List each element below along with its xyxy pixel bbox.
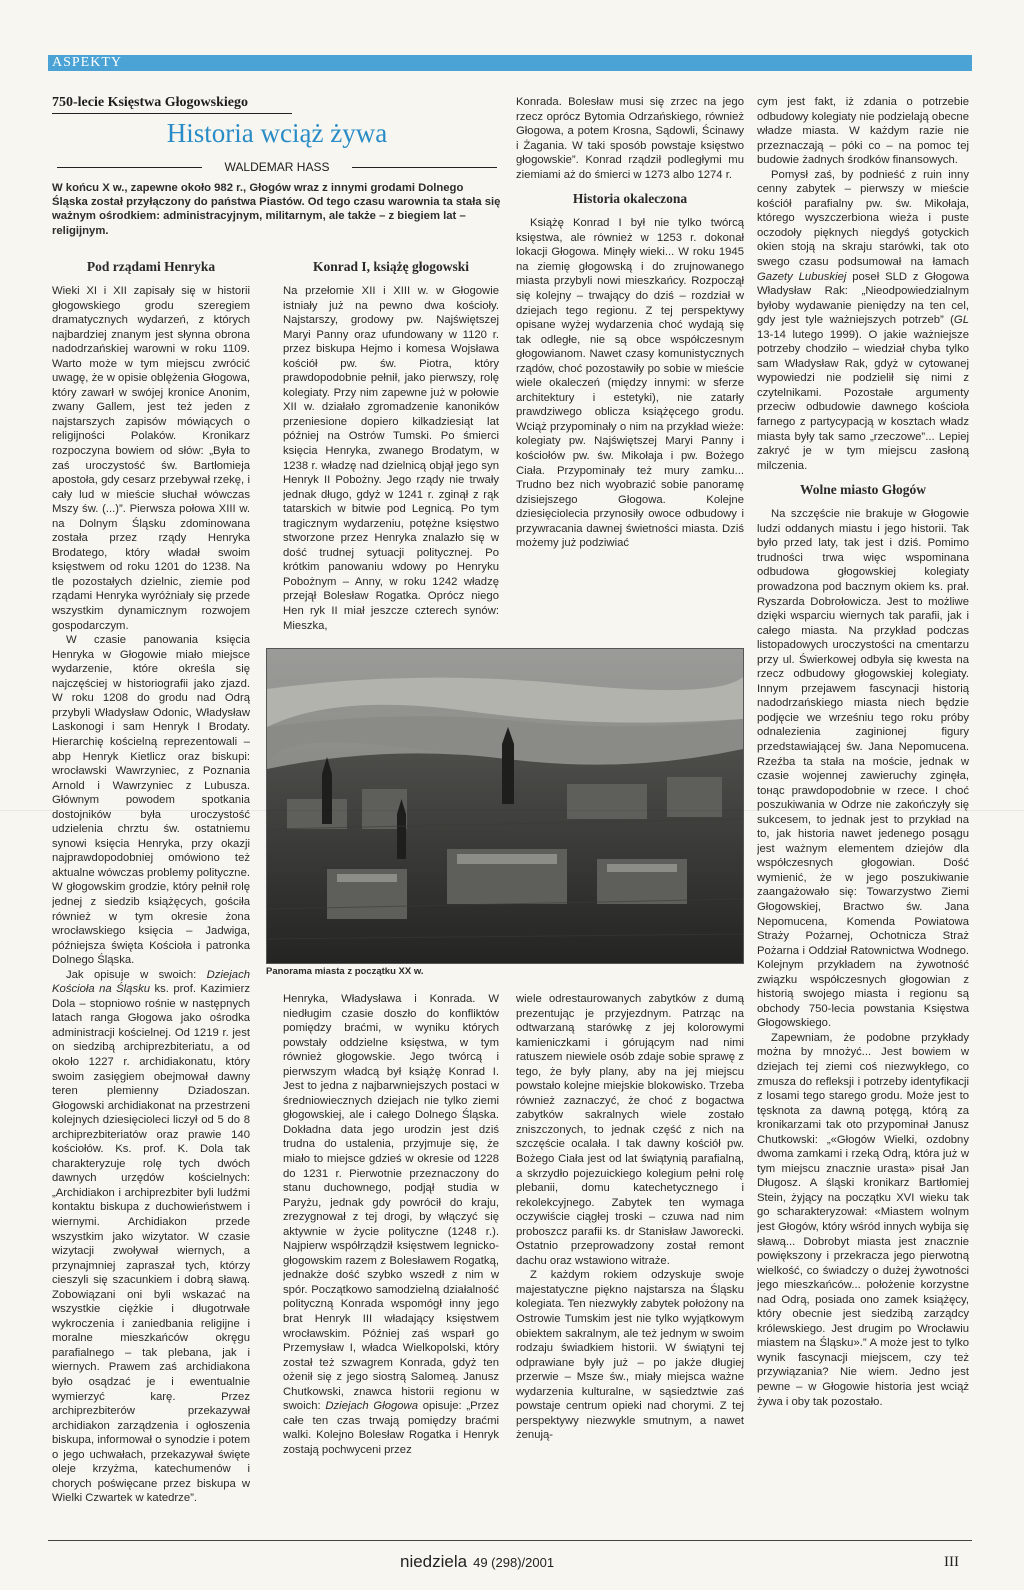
book-title-dzieje-glogowa: Dziejach Głogowa xyxy=(325,1400,418,1413)
panorama-image xyxy=(267,649,743,963)
col4-paragraph-1: cym jest fakt, iż zdania o potrzebie odbudowy kolegiaty nie podzielają obecne władze miasta. W każdym razie nie przeznaczają – póki co – na pomoc tej budowie żadnych środków finansowych. xyxy=(757,96,969,167)
col3b-paragraph-1: wiele odrestaurowanych zabytków z dumą prezentując je przyjezdnym. Patrząc na odtwarzaną starówkę z jej kolorowymi kamieniczkami i górującym nad nimi ratuszem niewiele osób zdaje sobie sprawę z tego, że były plany, aby na jej miejscu powstało kolejne miejskie blokowisko. Trzeba również zaznaczyć, że choć z bogactwa zabytków sakralnych wiele zostało zniszczonych, to jednak część z nich na szczęście ocalała. I tak dawny kościół pw. Bożego Ciała jest od lat świątynią parafialną, a skrzydło pojezuickiego kolegium pełni rolę plebanii, domu katechetycznego i rekolekcyjnego. Zabytek ten wymaga oczywiście ciągłej troski – czuwa nad nim proboszcz parafii ks. dr Stanisław Jaworecki. Ostatnio przeprowadzony został remont dachu oraz wstawiono witraże. xyxy=(516,993,744,1267)
col4-paragraph-4: Zapewniam, że podobne przykłady można by mnożyć... Jest bowiem w dziejach tej ziemi coś niezwykłego, co zmusza do refleksji i potrzeby identyfikacji z losami tego starego grodu. Może jest to tęsknota za dawną potęgą, którą za kronikarzami tak oto przypominał Janusz Chutkowski: „«Głogów Wielki, ozdobny dwoma zamkami i rzeką Odrą, która już w tym miejscu znacznie urasta» pisał Jan Długosz. A śląski kronikarz Bartłomiej Stein, żyjący na początku XVI wieku tak go scharakteryzował: «Miastem wolnym jest Głogów, który wśród innych wybija się sławą... Dobrobyt miasta jest znacznie powiększony i przekracza jego pierwotną wielkość, co świadczy o dużej żywotności jego mieszkańców... położenie korzystne nad Odrą, posiada ono zamek książęcy, który obecnie jest siedzibą zarządcy królewskiego. Jest drugim po Wrocławiu miastem na Śląsku».” A może jest to tylko wynik fascynacji miejscem, czy też przywiązania? Nie wiem. Jedno jest pewne – w Głogowie historia jest wciąż żywa i oby tak pozostało. xyxy=(757,1031,969,1408)
page-number: III xyxy=(944,1554,959,1570)
column-2-top xyxy=(283,256,499,646)
col1-paragraph-2: W czasie panowania księcia Henryka w Głogowie miało miejsce wydarzenie, które określa się najczęściej w historiografii jako zjazd. W roku 1208 do grodu nad Odrą przybyli Władysław Odonic, Władysław Laskonogi i sam Henryk I Brodaty. Hierarchię kościelną reprezentowali – abp Henryk Kietlicz oraz biskupi: wrocławski Wawrzyniec, z Poznania Arnold i Wawrzyniec z Lubusza. Głównym powodem spotkania dostojników była uroczystość udzielenia chrztu św. ostatniemu synowi księcia Henryka, przy okazji najprawdopodobniej omówiono też aktualne wówczas problemy polityczne. W głogowskim grodzie, który pełnił rolę jednej z siedzib książęcych, gościła również w tym okresie żona wrocławskiego księcia – Jadwiga, późniejsza święta Kościoła i patronka Dolnego Śląska. xyxy=(52,634,250,967)
section-label: ASPEKTY xyxy=(52,55,123,70)
magazine-name: niedziela xyxy=(400,1552,468,1571)
article-lead: W końcu X w., zapewne około 982 r., Głogów wraz z innymi grodami Dolnego Śląska został przyłączony do państwa Piastów. Od tego czasu warownia ta stała się ważnym ośrodkiem: administracyjnym, militarnym, ale także – z biegiem lat – religijnym. xyxy=(52,182,501,237)
subhead-wolne-miasto: Wolne miasto Głogów xyxy=(799,482,926,498)
col4-paragraph-3: Na szczęście nie brakuje w Głogowie ludzi oddanych miastu i jego historii. Tak było przed laty, tak jest i dziś. Pomimo trudności trwa więc wspominana odbudowa głogowskiej kolegiaty prowadzona pod bacznym okiem ks. prał. Ryszarda Dobrołowicza. Jest to możliwe dzięki wsparciu wiernych tak parafii, jak i całego miasta. Na przykład podczas listopadowych uroczystości na cmentarzu przy ul. Świerkowej odbyła się kwesta na rzecz odbudowy głogowskiej kolegiaty. Innym przejawem fascynacji historią nadodrzańskiego miasta niech będzie podjęcie we wrześniu tego roku próby odnalezienia zaginionej figury przedstawiającej św. Jana Nepomucena. Rzeźba ta stała na moście, jednak w czasie wojennej zawieruchy zginęła, toнąc prawdopodobnie w rzece. I choć poszukiwania w Odrze nie zakończyły się sukcesem, to jednak jest to przykład na to, jak historia nawet jedenego posągu jest ważnym elementem dziejów dla współczesnych głogowian. Dość wymienić, że w jego poszukiwanie zaangażowało się: Towarzystwo Ziemi Głogowskiej, Bractwo św. Jana Nepomucena, Komenda Powiatowa Straży Pożarnej, Ochotnicza Straż Pożarna i Oddział Ratownictwa Wodnego. Kolejnym przykładem na żywotność związku współczesnych głogowian z historią swojego miasta i regionu są obchody 750-lecia powstania Księstwa Głogowskiego. xyxy=(757,508,969,1030)
article-kicker: 750-lecie Księstwa Głogowskiego xyxy=(52,95,292,114)
col1-paragraph-3: Jak opisuje w swoich: Dziejach Kościoła na Śląsku ks. prof. Kazimierz Dola – stopniowo rośnie w następnych latach ranga Głogowa jako ośrodka administracji kościelnej. Od 1219 r. jest on siedzibą archiprezbiteriatu, a od około 1227 r. archidiakonatu, który swoim zasięgiem obejmował dawny teren plemienny Dziadoszan. Głogowski archidiakonat na przestrzeni kolejnych dziesięcioleci liczył od 5 do 8 archiprezbiteriatów oraz prawie 140 kościołów. Ks. prof. K. Dola tak charakteryzuje rolę tych dwóch dawnych urzędów kościelnych: „Archidiakon i archiprezbiter byli ludźmi kontaktu biskupa z duchowieństwem i wiernymi. Archidiakon przede wszystkim jako wizytator. W czasie wizytacji zwoływał wiernych, a przynajmniej zapraszał tych, którzy cieszyli się szacunkiem i dobrą sławą. Zobowiązani oni byli wskazać na wszystkie ciężkie i długotrwałe wykroczenia i zaniedbania religijne i moralne mieszkańców okręgu parafialnego – tak plebana, jak i wiernych. Prawem zaś archidiakona było osądzać je i ewentualnie wymierzyć karę. Przez archiprezbiterów przekazywał archidiakon zarządzenia i ogłoszenia biskupa, informował o synodzie i potem o jego uchwałach, przekazywał święte oleje krzyżma, katechumenów i chorych poświęcane przez biskupa w Wielki Czwartek w katedrze”. xyxy=(52,968,250,1505)
col2b-paragraph-1: Henryka, Władysława i Konrada. W niedługim czasie doszło do konfliktów pomiędzy braćmi, w wyniku których powstały oddzielne księstwa, w tym również głogowskie. Jego twórcą i pierwszym władcą był książę Konrad I. Jest to jedna z najbarwniejszych postaci w średniowiecznych dziejach nie tylko ziemi głogowskiej, ale i całego Dolnego Śląska. Dokładna data jego urodzin jest dziś trudna do ustalenia, przyjmuje się, że miało to miejsce gdzieś w okresie od 1228 do 1231 r. Pierwotnie przeznaczony do stanu duchownego, podjął studia w Paryżu, jednak gdy powrócił do kraju, zrezygnował z tej drogi, by włączyć się aktywnie w życie polityczne (1248 r.). Najpierw współrządził księstwem legnicko-głogowskim razem z Bolesławem Rogatką, jednakże dość szybko wszedł z nim w spór. Początkowo samodzielną działalność polityczną Konrada wspomógł inny jego brat Henryk III władający księstwem wrocławskim. Później zaś wsparł go Przemysław I, władca Wielkopolski, który został też szwagrem Konrada, gdyż ten ożenił się z jego siostrą Salomeą. Janusz Chutkowski, znawca historii regionu w swoich: Dziejach Głogowa opisuje: „Przez całe ten czas trwają pomiędzy braćmi walki. Kolejno Bolesław Rogatka i Henryk zostają pochwyceni przez xyxy=(283,993,499,1456)
footer-masthead xyxy=(400,1552,554,1572)
column-3-top xyxy=(516,95,744,646)
footer-rule xyxy=(48,1540,972,1541)
col3-paragraph-1: Konrada. Bolesław musi się zrzec na jego rzecz oprócz Bytomia Odrzańskiego, również Głogowa, a potem Krosna, Sądowli, Ścinawy i Żagania. W taki sposób powstaje księstwo głogowskie”. Konrad rządził podległymi mu ziemiami aż do śmierci w 1273 albo 1274 r. xyxy=(516,96,744,181)
column-4 xyxy=(757,95,969,1535)
subhead-okaleczona: Historia okaleczona xyxy=(572,191,688,207)
subhead-henryk: Pod rządami Henryka xyxy=(86,259,216,274)
column-3-bottom xyxy=(516,992,744,1537)
col3b-paragraph-2: Z każdym rokiem odzyskuje swoje majestatyczne piękno najstarsza na Śląsku kolegiata. Ten niezwykły zabytek położony na Ostrowie Tumskim jest nie tylko wyjątkowym obiektem sakralnym, ale też jednym w swoim rodzaju świadkiem historii. W świątyni tej odprawiane były już – po jakże długiej przerwie – Msze św., miały miejsca ważne wydarzenia kulturalne, w sąsiedztwie zaś powstaje centrum opieki nad chorymi. Z tej perspektywy niezwykle smutnym, a nawet żenują- xyxy=(516,1269,744,1442)
col2-paragraph-1: Na przełomie XII i XIII w. w Głogowie istniały już na pewno dwa kościoły. Najstarszy, grodowy pw. Najświętszej Maryi Panny oraz ufundowany w 1120 r. przez biskupa Hejmo i komesa Wojsława kościół pw. św. Piotra, który prawdopodobnie pełnił, jako pierwszy, rolę kolegiaty. Przy nim zapewne już w połowie XII w. działało zgromadzenie kanoników przeniesione dopiero kilkadziesiąt lat później na Ostrów Tumski. Po śmierci księcia Henryka, zwanego Brodatym, w 1238 r. władzę nad dzielnicą objął jego syn Henryk II Pobożny. Jego rządy nie trwały jednak długo, gdyż w 1241 r. zginął z rąk tatarskich w bitwie pod Legnicą. Po tym tragicznym wydarzeniu, potężne księstwo stworzone przez Henryka znalazło się w dość trudnej sytuacji politycznej. Po krótkim panowaniu wdowy po Henryku Pobożnym – Anny, w roku 1242 władzę przejął Bolesław Rogatka. Oprócz niego Hen ryk II miał jeszcze czterech synów: Mieszka, xyxy=(283,285,499,632)
issue-number: 49 (298)/2001 xyxy=(473,1555,555,1570)
scan-fold-line xyxy=(0,810,1024,811)
article-headline: Historia wciąż żywa xyxy=(166,118,388,148)
section-banner xyxy=(48,55,972,71)
photo-caption: Panorama miasta z początku XX w. xyxy=(266,966,424,977)
column-1 xyxy=(52,256,250,1536)
col4-paragraph-2: Pomysł zaś, by podnieść z ruin inny cenny zabytek – pierwszy w mieście kościół parafialny pw. św. Mikołaja, którego wyszczerbiona wieża i puste oczodoły pięknych niegdyś gotyckich okien stoją na skraju starówki, tak oto swego czasu podsumował na łamach Gazety Lubuskiej poseł SLD z Głogowa Władysław Rak: „Nieodpowiedzialnym byłoby wydawanie pieniędzy na ten cel, gdy jest tyle ważniejszych potrzeb” (GL 13-14 lutego 1999). O jakie ważniejsze potrzeby chodziło – wiedział chyba tylko sam Władysław Rak, gdyż w cytowanej wypowiedzi nie podzielił się nimi z czytelnikami. Pozostałe argumenty przeciw odbudowie dawnego kościoła farnego z partycypacją w kosztach władz miasta były tak samo „rzeczowe”... Lepiej zakryć je w tym miejscu zasłoną milczenia. xyxy=(757,168,969,472)
column-2-bottom xyxy=(283,992,499,1537)
subhead-konrad: Konrad I, książę głogowski xyxy=(312,259,470,274)
col3-paragraph-2: Książę Konrad I był nie tylko twórcą księstwa, ale również w 1253 r. dokonał lokacji Głogowa. Minęły wieki... W roku 1945 na ziemię głogowską i do zrujnowanego miasta przybyli nowi mieszkańcy. Rozpoczął się kolejny – trwający do dziś – rozdział w dziejach tego regionu. Z tej perspektywy opisane wyżej wydarzenia choć wydają się tak odległe, nie są obce współczesnym głogowianom. Nawet czasy komunistycznych rządów, choć pozostawiły po sobie w mieście wiele okaleczeń (między innymi: w sferze architektury i estetyki), nie zatarły prawdziwego oblicza książęcego grodu. Wciąż przypominały o nim na przykład wieże: kolegiaty pw. Najświętszej Maryi Panny i kościołów pw. św. Mikołaja i pw. Bożego Ciała. Przypominały też mury zamku... Trudno bez nich wyobrazić sobie panoramę dzisiejszego Głogowa. Kolejne dziesięciolecia przynosiły owoce odbudowy i przywracania dawnej świetności miasta. Dziś możemy już podziwiać xyxy=(516,217,744,550)
article-byline: WALDEMAR HASS xyxy=(52,160,502,174)
book-title-dzieje-kosciola: Dziejach Kościoła na Śląsku xyxy=(52,968,250,996)
newspaper-title-gazeta-lubuska: Gazety Lubuskiej xyxy=(757,270,847,283)
col1-paragraph-1: Wieki XI i XII zapisały się w historii głogowskiego grodu szeregiem dramatycznych wydarzeń, z których najbardziej znanym jest słynna obrona nadodrzańskiej warowni w roku 1109. Warto może w tym miejscu zwrócić uwagę, że w opisie oblężenia Głogowa, który zawarł w swójej kronice Anonim, zwany Gallem, jest też jeden z najstarszych zapisów mówiących o religijności Polaków. Kronikarz rozpoczyna bowiem od słów: „Była to zaś uroczystość św. Bartłomieja apostoła, gdy cesarz przebywał rzekę, i cały lud w mieście słuchał wówczas Mszy św. (...)”. Pierwsza połowa XIII w. na Dolnym Śląsku zdominowana została przez rządy Henryka Brodatego, który władał swoim księstwem od roku 1201 do 1238. Na tle pozostałych dzielnic, ziemie pod rządami Henryka wyróżniały się przede wszystkim dynamicznym rozwojem gospodarczym. xyxy=(52,285,250,632)
panorama-photo xyxy=(266,648,744,964)
